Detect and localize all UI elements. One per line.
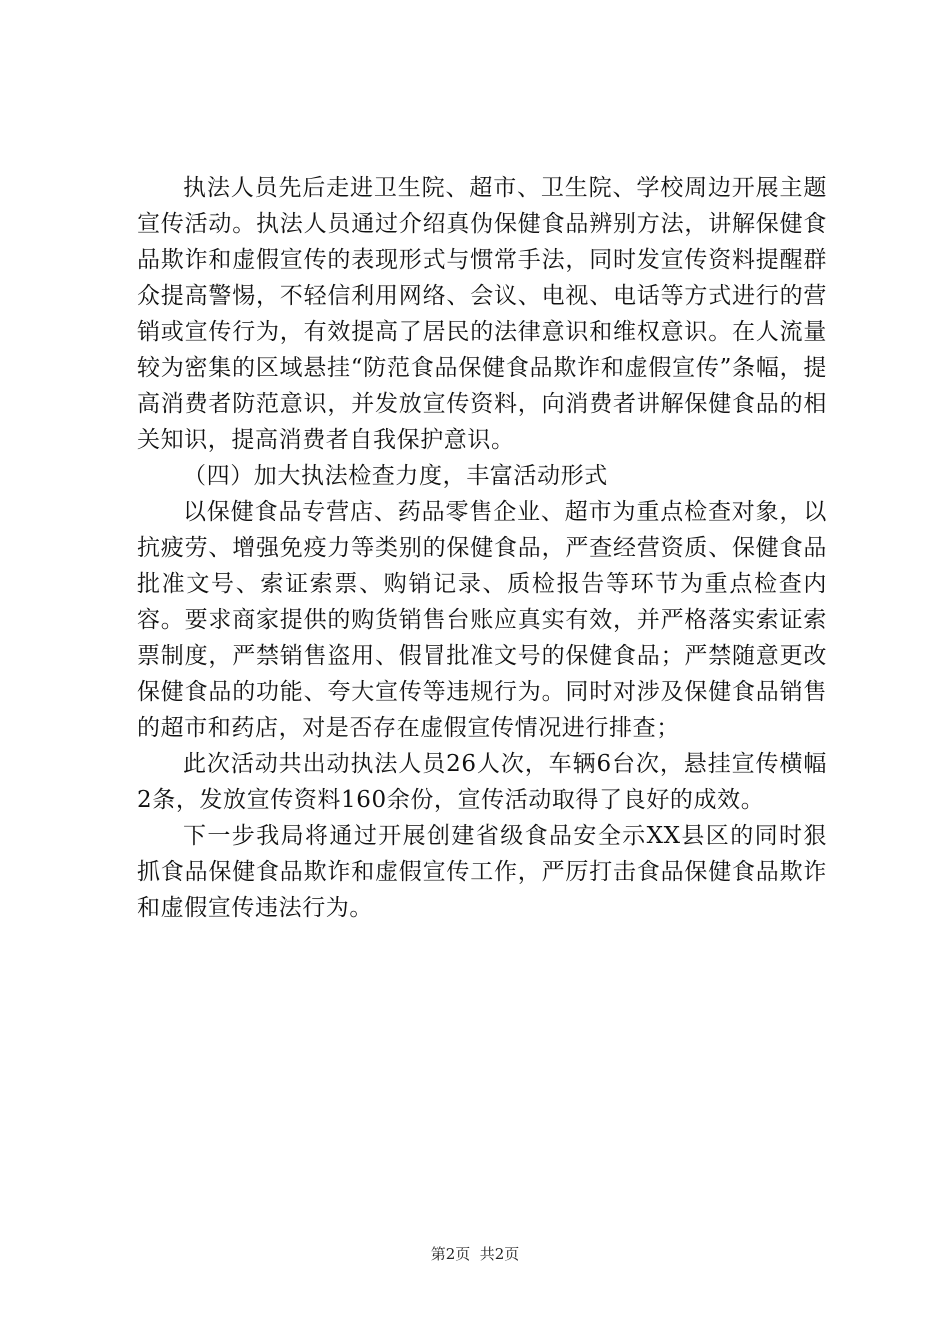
paragraph-next-steps: 下一步我局将通过开展创建省级食品安全示XX县区的同时狠抓食品保健食品欺诈和虚假宣传工作，严厉打击食品保健食品欺诈和虚假宣传违法行为。 (137, 823, 827, 921)
document-body (137, 170, 827, 926)
paragraph-activity-statistics: 此次活动共出动执法人员26人次，车辆6台次，悬挂宣传横幅2条，发放宣传资料160余份，宣传活动取得了良好的成效。 (137, 751, 827, 813)
paragraph-publicity-activities: 执法人员先后走进卫生院、超市、卫生院、学校周边开展主题宣传活动。执法人员通过介绍真伪保健食品辨别方法，讲解保健食品欺诈和虚假宣传的表现形式与惯常手法，同时发宣传资料提醒群众提高警惕，不轻信利用网络、会议、电视、电话等方式进行的营销或宣传行为，有效提高了居民的法律意识和维权意识。在人流量较为密集的区域悬挂“防范食品保健食品欺诈和虚假宣传”条幅，提高消费者防范意识，并发放宣传资料，向消费者讲解保健食品的相关知识，提高消费者自我保护意识。 (137, 175, 827, 453)
paragraph-inspection-focus: 以保健食品专营店、药品零售企业、超市为重点检查对象，以抗疲劳、增强免疫力等类别的保健食品，严查经营资质、保健食品批准文号、索证索票、购销记录、质检报告等环节为重点检查内容。要求商家提供的购货销售台账应真实有效，并严格落实索证索票制度，严禁销售盗用、假冒批准文号的保健食品；严禁随意更改保健食品的功能、夸大宣传等违规行为。同时对涉及保健食品销售的超市和药店，对是否存在虚假宣传情况进行排查； (137, 499, 827, 741)
page-number-footer: 第2页 共2页 (430, 1245, 520, 1263)
section-heading-four: （四）加大执法检查力度，丰富活动形式 (183, 463, 608, 489)
